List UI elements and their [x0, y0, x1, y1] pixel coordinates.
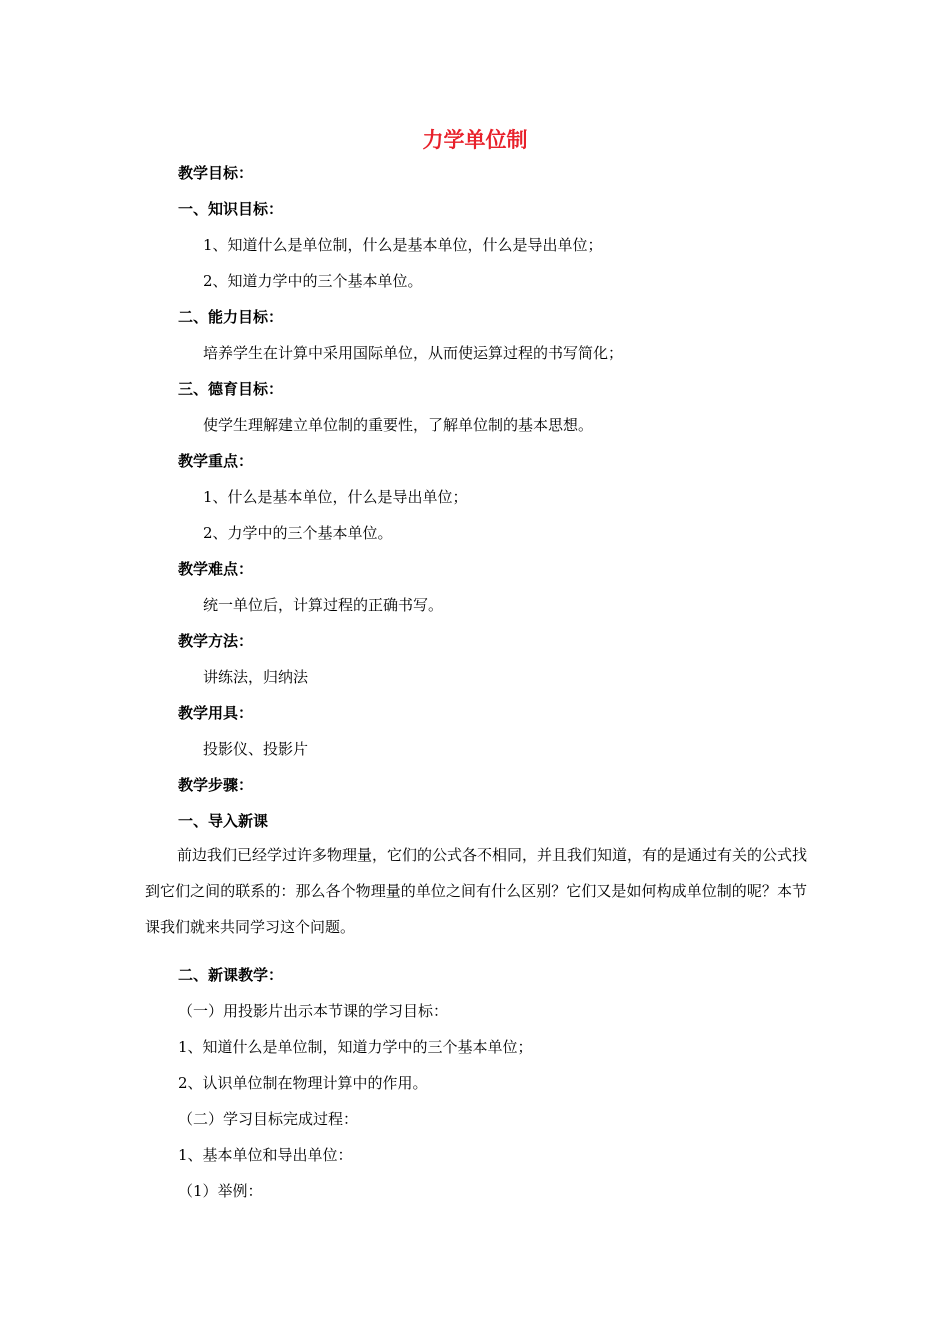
tools-heading: 教学用具：: [178, 704, 254, 722]
knowledge-heading: 一、知识目标：: [178, 200, 284, 218]
goals-heading: 教学目标：: [178, 164, 254, 182]
new-lesson-item-1: （一）用投影片出示本节课的学习目标：: [178, 1002, 449, 1020]
method-item-1: 讲练法，归纳法: [203, 668, 309, 686]
knowledge-item-1: 1、知道什么是单位制，什么是基本单位，什么是导出单位；: [203, 236, 603, 254]
new-lesson-item-4: （二）学习目标完成过程：: [178, 1110, 359, 1128]
new-lesson-item-5: 1、基本单位和导出单位：: [178, 1146, 353, 1164]
new-lesson-item-6: （1）举例：: [178, 1182, 263, 1200]
ability-item-1: 培养学生在计算中采用国际单位，从而使运算过程的书写简化；: [203, 344, 624, 362]
tools-item-1: 投影仪、投影片: [203, 740, 309, 758]
intro-heading: 一、导入新课: [178, 812, 269, 830]
method-heading: 教学方法：: [178, 632, 254, 650]
moral-item-1: 使学生理解建立单位制的重要性，了解单位制的基本思想。: [203, 416, 594, 434]
intro-paragraph: 前边我们已经学过许多物理量，它们的公式各不相同，并且我们知道，有的是通过有关的公式找到它们之间的联系的：那么各个物理量的单位之间有什么区别？它们又是如何构成单位制的呢？本节课我们就来共同学习这个问题。: [145, 846, 808, 936]
new-lesson-item-2: 1、知道什么是单位制，知道力学中的三个基本单位；: [178, 1038, 533, 1056]
key-item-2: 2、力学中的三个基本单位。: [203, 524, 393, 542]
document-title: 力学单位制: [422, 128, 528, 152]
key-item-1: 1、什么是基本单位，什么是导出单位；: [203, 488, 468, 506]
knowledge-item-2: 2、知道力学中的三个基本单位。: [203, 272, 423, 290]
difficulty-heading: 教学难点：: [178, 560, 254, 578]
difficulty-item-1: 统一单位后，计算过程的正确书写。: [203, 596, 444, 614]
new-lesson-item-3: 2、认识单位制在物理计算中的作用。: [178, 1074, 428, 1092]
new-lesson-heading: 二、新课教学：: [178, 966, 284, 984]
key-heading: 教学重点：: [178, 452, 254, 470]
ability-heading: 二、能力目标：: [178, 308, 284, 326]
moral-heading: 三、德育目标：: [178, 380, 284, 398]
steps-heading: 教学步骤：: [178, 776, 254, 794]
